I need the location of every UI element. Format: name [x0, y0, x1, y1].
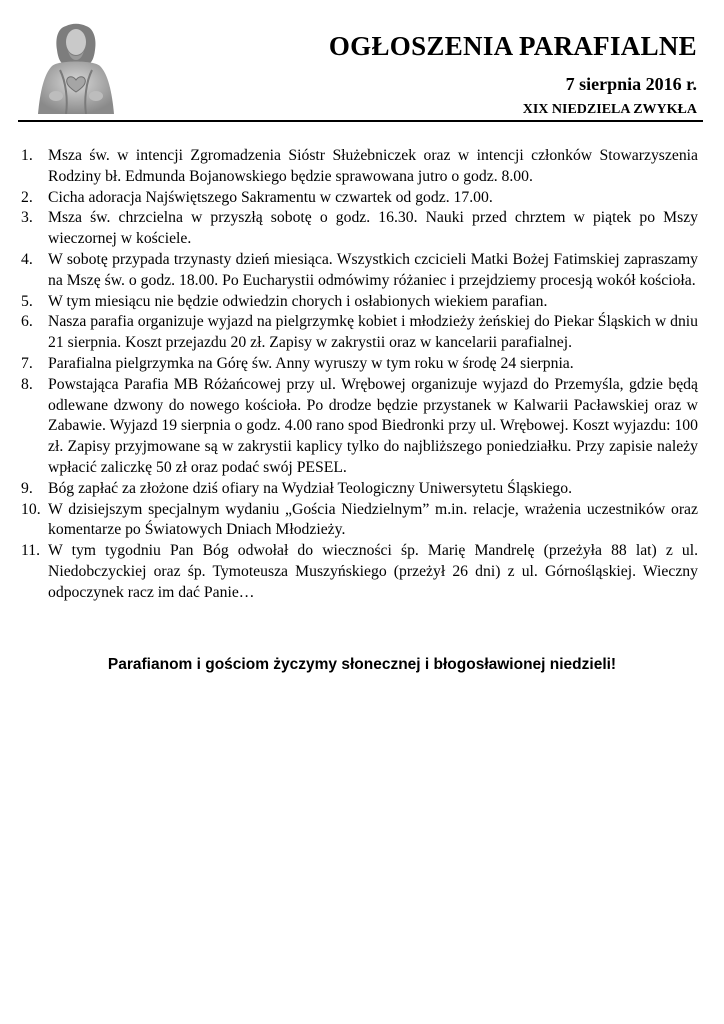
item-number: 6. [21, 313, 33, 331]
announcement-item [21, 479, 698, 500]
item-text: Bóg zapłać za złożone dziś ofiary na Wydział Teologiczny Uniwersytetu Śląskiego. [48, 479, 573, 497]
item-text: Msza św. w intencji Zgromadzenia Sióstr Służebniczek oraz w intencji członków Stowarzyszenia Rodziny bł. Edmunda Bojanowskiego będzie sprawowana jutro o godz. 8.00. [48, 147, 698, 185]
announcement-date: 7 sierpnia 2016 r. [565, 74, 697, 94]
item-number: 1. [21, 147, 33, 164]
item-number: 8. [21, 375, 33, 393]
item-text: Msza św. chrzcielna w przyszłą sobotę o godz. 16.30. Nauki przed chrztem w piątek po Mszy wieczornej w kościele. [48, 209, 698, 248]
announcement-item [21, 292, 698, 313]
item-number: 9. [21, 479, 33, 497]
announcement-item [21, 541, 698, 603]
item-number: 11. [21, 542, 41, 560]
closing-wish: Parafianom i gościom życzymy słonecznej i błogosławionej niedzieli! [107, 656, 617, 673]
item-text: W sobotę przypada trzynasty dzień miesiąca. Wszystkich czcicieli Matki Bożej Fatimskiej zapraszamy na Mszę św. o godz. 18.00. Po Eucharystii odmówimy różaniec i przejdziemy procesją wokół kościoła. [48, 250, 698, 289]
item-number: 3. [21, 209, 33, 227]
item-number: 2. [21, 188, 33, 206]
header-divider [18, 120, 703, 122]
page-title: OGŁOSZENIA PARAFIALNE [328, 31, 697, 61]
item-text: Powstająca Parafia MB Różańcowej przy ul. Wrębowej organizuje wyjazd do Przemyśla, gdzie będą odlewane dzwony do nowego kościoła. Po drodze będzie przystanek w Kalwarii Pacławskiej oraz w Zabawie. Wyjazd 19 sierpnia o godz. 4.00 rano spod Biedronki przy ul. Wrębowej. Koszt wyjazdu: 100 zł. Zapisy przyjmowane są w zakrystii kaplicy tylko do najbliższego poniedziałku. Przy zapisie należy wpłacić zaliczkę 50 zł oraz podać swój PESEL. [48, 375, 698, 476]
announcement-item [21, 188, 698, 209]
item-number: 5. [21, 292, 33, 310]
item-text: Cicha adoracja Najświętszego Sakramentu w czwartek od godz. 17.00. [48, 188, 493, 206]
item-text: Parafialna pielgrzymka na Górę św. Anny wyruszy w tym roku w środę 24 sierpnia. [48, 354, 574, 372]
item-text: W tym tygodniu Pan Bóg odwołał do wieczności śp. Marię Mandrelę (przeżyła 88 lat) z ul. Niedobczyckiej oraz śp. Tymoteusza Muszyńskiego (przeżył 26 dni) z ul. Górnośląskiej. Wieczny odpoczynek racz im dać Panie… [48, 542, 698, 601]
announcement-item [21, 146, 698, 188]
announcement-item [21, 375, 698, 479]
item-number: 4. [21, 250, 33, 268]
item-number: 10. [21, 500, 41, 518]
announcement-item [21, 250, 698, 292]
liturgical-sunday: XIX NIEDZIELA ZWYKŁA [522, 102, 697, 117]
item-text: W dzisiejszym specjalnym wydaniu „Gościa Niedzielnym” m.in. relacje, wrażenia uczestników oraz komentarze po Światowych Dniach Młodzieży. [48, 500, 698, 539]
announcement-item [21, 208, 698, 250]
item-number: 7. [21, 354, 33, 372]
sacred-heart-statue-image [30, 22, 122, 114]
item-text: W tym miesiącu nie będzie odwiedzin chorych i osłabionych wiekiem parafian. [48, 292, 548, 310]
announcement-item [21, 500, 698, 542]
item-text: Nasza parafia organizuje wyjazd na pielgrzymkę kobiet i młodzieży żeńskiej do Piekar Śląskich w dniu 21 sierpnia. Koszt przejazdu 20 zł. Zapisy w zakrystii oraz w kancelarii parafialnej. [48, 313, 698, 352]
announcement-item [21, 312, 698, 354]
announcement-item [21, 354, 698, 375]
announcement-list [21, 146, 698, 604]
